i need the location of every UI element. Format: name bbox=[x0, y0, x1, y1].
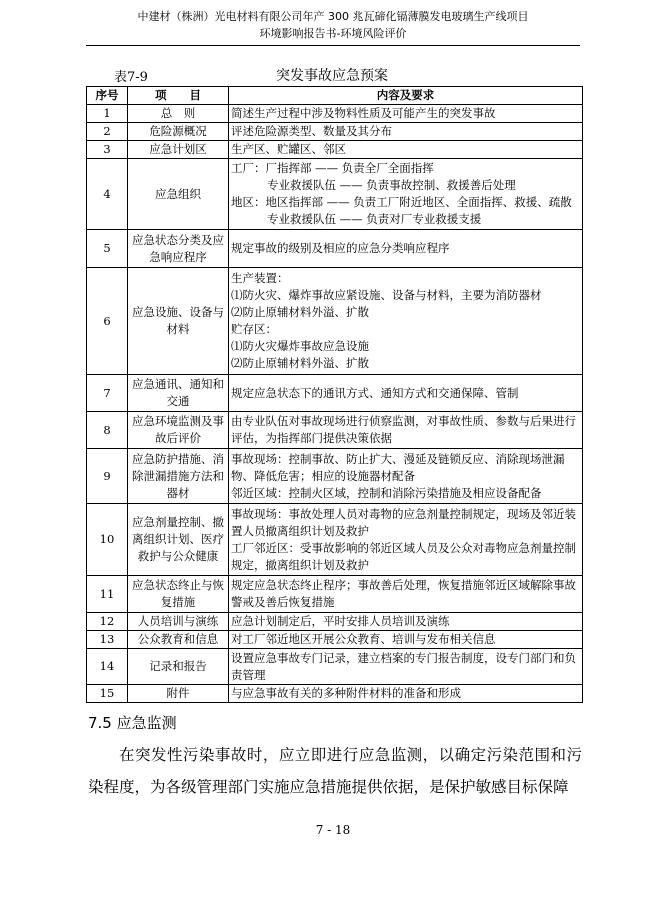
section-heading: 7.5 应急监测 bbox=[88, 714, 177, 732]
table-row bbox=[87, 449, 583, 504]
table-caption-number: 表7-9 bbox=[114, 70, 148, 85]
content-line: 工厂：厂指挥部 —— 负责全厂全面指挥 bbox=[231, 161, 434, 175]
content-line: ⑵防止原辅材料外溢、扩散 bbox=[231, 356, 369, 370]
row-item: 应急防护措施、消除泄漏措施方法和器材 bbox=[128, 449, 229, 504]
table-row bbox=[87, 412, 583, 449]
row-item: 应急环境监测及事故后评价 bbox=[128, 412, 229, 449]
content-line: 地区：地区指挥部 —— 负责工厂附近地区、全面指挥、救援、疏散 bbox=[231, 195, 572, 209]
row-content: 设置应急事故专门记录，建立档案的专门报告制度，设专门部门和负责管理 bbox=[229, 649, 583, 685]
row-number: 12 bbox=[87, 613, 128, 631]
content-line: ⑵防止原辅材料外溢、扩散 bbox=[231, 305, 369, 319]
content-line: 邻近区域：控制火区域，控制和消除污染措施及相应设备配备 bbox=[231, 485, 542, 500]
row-number: 2 bbox=[87, 123, 128, 141]
row-number: 7 bbox=[87, 375, 128, 412]
row-content bbox=[229, 268, 583, 375]
row-item: 人员培训与演练 bbox=[128, 613, 229, 631]
row-item: 应急状态终止与恢复措施 bbox=[128, 576, 229, 613]
row-number: 6 bbox=[87, 268, 128, 375]
row-number: 15 bbox=[87, 685, 128, 703]
row-item: 应急组织 bbox=[128, 159, 229, 230]
content-line: ⑴防火灾、爆炸事故应紧设施、设备与材料，主要为消防器材 bbox=[231, 288, 542, 302]
header-no: 序号 bbox=[87, 87, 128, 105]
emergency-plan-table bbox=[86, 86, 583, 703]
table-row bbox=[87, 613, 583, 631]
header-project-title: 中建材（株洲）光电材料有限公司年产 300 兆瓦碲化镉薄膜发电玻璃生产线项目 bbox=[137, 10, 529, 23]
table-row bbox=[87, 141, 583, 159]
row-number: 4 bbox=[87, 159, 128, 230]
row-item: 应急通讯、通知和交通 bbox=[128, 375, 229, 412]
row-item: 应急计划区 bbox=[128, 141, 229, 159]
row-item: 应急剂量控制、撤离组织计划、医疗救护与公众健康 bbox=[128, 504, 229, 576]
row-item: 记录和报告 bbox=[128, 649, 229, 685]
row-content: 与应急事故有关的多种附件材料的准备和形成 bbox=[229, 685, 583, 703]
row-content: 由专业队伍对事故现场进行侦察监测，对事故性质、参数与后果进行评估，为指挥部门提供决策依据 bbox=[229, 412, 583, 449]
section-paragraph: 在突发性污染事故时，应立即进行应急监测，以确定污染范围和污染程度，为各级管理部门实施应急措施提供依据，是保护敏感目标保障 bbox=[88, 746, 582, 796]
header-content: 内容及要求 bbox=[229, 87, 583, 105]
row-content: 规定应急状态下的通讯方式、通知方式和交通保障、管制 bbox=[229, 375, 583, 412]
table-row bbox=[87, 685, 583, 703]
row-number: 5 bbox=[87, 230, 128, 268]
content-line: ⑴防火灾爆炸事故应急设施 bbox=[231, 339, 369, 353]
row-content: 应急计划制定后，平时安排人员培训及演练 bbox=[229, 613, 583, 631]
row-number: 3 bbox=[87, 141, 128, 159]
table-row bbox=[87, 649, 583, 685]
row-item: 应急设施、设备与材料 bbox=[128, 268, 229, 375]
header-item: 项 目 bbox=[128, 87, 229, 105]
row-number: 9 bbox=[87, 449, 128, 504]
row-content: 对工厂邻近地区开展公众教育、培训与发布相关信息 bbox=[229, 631, 583, 649]
content-line: 事故现场：事故处理人员对毒物的应急剂量控制规定，现场及邻近装置人员撤离组织计划及救护 bbox=[231, 506, 576, 538]
row-item: 危险源概况 bbox=[128, 123, 229, 141]
row-content bbox=[229, 159, 583, 230]
table-row bbox=[87, 576, 583, 613]
row-item: 公众教育和信息 bbox=[128, 631, 229, 649]
row-content bbox=[229, 504, 583, 576]
row-number: 11 bbox=[87, 576, 128, 613]
row-content: 规定事故的级别及相应的应急分类响应程序 bbox=[229, 230, 583, 268]
row-number: 14 bbox=[87, 649, 128, 685]
row-item: 总 则 bbox=[128, 105, 229, 123]
content-line: 事故现场：控制事故、防止扩大、漫延及链锁反应、消除现场泄漏物、降低危害；相应的设施器材配备 bbox=[231, 451, 565, 483]
row-item: 附件 bbox=[128, 685, 229, 703]
row-number: 1 bbox=[87, 105, 128, 123]
content-line: 专业救援队伍 —— 负责事故控制、救援善后处理 bbox=[267, 178, 516, 192]
row-item: 应急状态分类及应急响应程序 bbox=[128, 230, 229, 268]
table-row bbox=[87, 268, 583, 375]
table-header-row bbox=[87, 87, 583, 105]
table-row bbox=[87, 504, 583, 576]
table-caption-title: 突发事故应急预案 bbox=[276, 68, 388, 84]
header-report-title: 环境影响报告书-环境风险评价 bbox=[259, 27, 407, 40]
row-number: 10 bbox=[87, 504, 128, 576]
document-header bbox=[0, 8, 666, 42]
content-line: 工厂邻近区：受事故影响的邻近区域人员及公众对毒物应急剂量控制规定，撤离组织计划及救护 bbox=[231, 540, 576, 572]
row-number: 8 bbox=[87, 412, 128, 449]
table-row bbox=[87, 159, 583, 230]
table-row bbox=[87, 230, 583, 268]
row-content: 评述危险源类型、数量及其分布 bbox=[229, 123, 583, 141]
header-divider bbox=[86, 45, 580, 46]
table-row bbox=[87, 123, 583, 141]
row-content: 简述生产过程中涉及物料性质及可能产生的突发事故 bbox=[229, 105, 583, 123]
table-row bbox=[87, 631, 583, 649]
table-row bbox=[87, 105, 583, 123]
row-content: 生产区、贮罐区、邻区 bbox=[229, 141, 583, 159]
content-line: 生产装置： bbox=[231, 271, 289, 285]
table-row bbox=[87, 375, 583, 412]
row-content: 规定应急状态终止程序；事故善后处理，恢复措施邻近区域解除事故警戒及善后恢复措施 bbox=[229, 576, 583, 613]
row-content bbox=[229, 449, 583, 504]
content-line: 专业救援队伍 —— 负责对厂专业救援支援 bbox=[267, 212, 482, 226]
content-line: 贮存区： bbox=[231, 322, 277, 336]
page-number: 7 - 18 bbox=[315, 823, 351, 837]
row-number: 13 bbox=[87, 631, 128, 649]
